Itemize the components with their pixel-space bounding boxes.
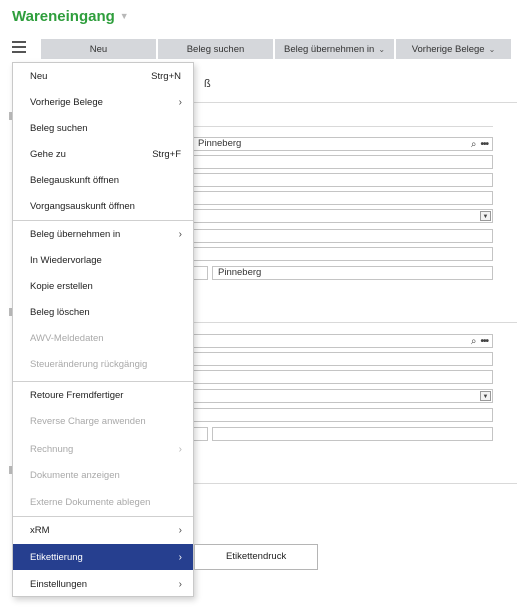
- more-icon[interactable]: •••: [480, 139, 488, 150]
- previous-documents-button[interactable]: Vorherige Belege ⌄: [396, 39, 511, 59]
- zip-field[interactable]: [192, 427, 208, 441]
- chevron-right-icon: ›: [178, 551, 182, 563]
- section-heading: ß: [204, 78, 211, 90]
- chevron-right-icon: ›: [178, 96, 182, 108]
- search-icon[interactable]: ⌕: [470, 139, 477, 150]
- menu-item-go-to[interactable]: Gehe zu Strg+F: [30, 148, 181, 160]
- submenu-label-print[interactable]: Etikettendruck: [194, 544, 318, 570]
- menu-item-document-info[interactable]: Belegauskunft öffnen: [30, 174, 120, 186]
- address-select[interactable]: [192, 209, 493, 223]
- divider: [194, 102, 517, 103]
- menu-item-create-copy[interactable]: Kopie erstellen: [30, 280, 93, 292]
- hamburger-menu-icon[interactable]: [12, 41, 26, 56]
- more-icon[interactable]: •••: [480, 336, 488, 347]
- address-search-field[interactable]: Pinneberg ⌕ •••: [192, 137, 493, 151]
- zip-field[interactable]: [192, 266, 208, 280]
- chevron-down-icon: ⌄: [488, 44, 496, 54]
- menu-item-search-document[interactable]: Beleg suchen: [30, 122, 88, 134]
- address-field[interactable]: [192, 229, 493, 243]
- menu-item-reverse-charge: Reverse Charge anwenden: [30, 415, 146, 427]
- dropdown-arrow-icon[interactable]: ▼: [480, 211, 491, 221]
- app-title[interactable]: [12, 8, 129, 25]
- dropdown-arrow-icon[interactable]: ▼: [480, 391, 491, 401]
- address-search-field[interactable]: [192, 334, 493, 348]
- search-icon[interactable]: ⌕: [470, 336, 477, 347]
- menu-item-show-documents: Dokumente anzeigen: [30, 469, 120, 481]
- menu-item-xrm[interactable]: xRM ›: [30, 524, 182, 536]
- divider: [194, 483, 517, 484]
- chevron-right-icon: ›: [178, 443, 182, 455]
- address-field[interactable]: [192, 247, 493, 261]
- menu-item-delete-document[interactable]: Beleg löschen: [30, 306, 90, 318]
- chevron-right-icon: ›: [178, 228, 182, 240]
- menu-item-process-info[interactable]: Vorgangsauskunft öffnen: [30, 200, 135, 212]
- menu-item-resubmission[interactable]: In Wiedervorlage: [30, 254, 102, 266]
- menu-item-return-external[interactable]: Retoure Fremdfertiger: [30, 389, 124, 401]
- menu-item-undo-tax-change: Steueränderung rückgängig: [30, 358, 148, 370]
- menu-item-settings[interactable]: Einstellungen ›: [30, 578, 182, 590]
- city-field[interactable]: [212, 427, 493, 441]
- app-title-label: Wareneingang: [12, 8, 115, 25]
- address-field[interactable]: [192, 352, 493, 366]
- divider: [194, 126, 493, 127]
- menu-item-awv-data: AWV-Meldedaten: [30, 332, 104, 344]
- new-button[interactable]: Neu: [41, 39, 156, 59]
- address-select[interactable]: [192, 389, 493, 403]
- chevron-down-icon: ▼: [119, 11, 129, 21]
- menu-item-invoice: Rechnung ›: [30, 443, 182, 455]
- chevron-down-icon: ⌄: [378, 44, 386, 54]
- menu-item-labeling[interactable]: Etikettierung ›: [13, 544, 193, 570]
- address-field[interactable]: [192, 370, 493, 384]
- menu-item-previous-documents[interactable]: Vorherige Belege ›: [30, 96, 182, 108]
- chevron-right-icon: ›: [178, 578, 182, 590]
- city-field[interactable]: Pinneberg: [212, 266, 493, 280]
- address-field[interactable]: [192, 191, 493, 205]
- menu-item-new[interactable]: Neu Strg+N: [30, 70, 181, 82]
- apply-document-button[interactable]: Beleg übernehmen in ⌄: [275, 39, 394, 59]
- chevron-right-icon: ›: [178, 524, 182, 536]
- menu-item-apply-document[interactable]: Beleg übernehmen in ›: [30, 228, 182, 240]
- menu-item-file-external-documents: Externe Dokumente ablegen: [30, 496, 151, 508]
- address-field[interactable]: [192, 173, 493, 187]
- address-field[interactable]: [192, 408, 493, 422]
- divider: [194, 322, 517, 323]
- main-menu: [12, 62, 194, 597]
- address-field[interactable]: [192, 155, 493, 169]
- search-document-button[interactable]: Beleg suchen: [158, 39, 273, 59]
